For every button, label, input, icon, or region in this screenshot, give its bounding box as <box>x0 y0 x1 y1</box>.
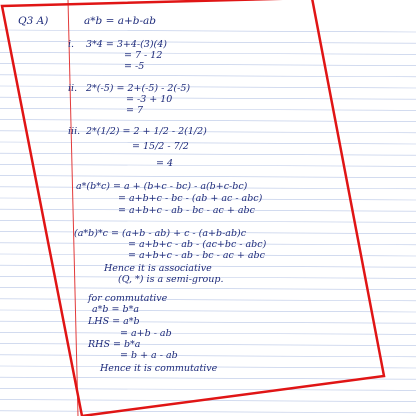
example-i-line-2: = 7 - 12 <box>124 50 163 61</box>
assoc-right-line-1: (a*b)*c = (a+b - ab) + c - (a+b-ab)c <box>74 228 247 239</box>
rule-line <box>0 411 416 413</box>
rule-line <box>0 142 416 144</box>
rule-line <box>0 332 416 334</box>
rule-line <box>0 176 416 178</box>
rule-line <box>0 344 416 346</box>
rule-line <box>0 388 416 390</box>
rule-line <box>0 299 416 301</box>
comm-conclusion: Hence it is commutative <box>100 363 218 374</box>
rule-line <box>0 30 416 32</box>
assoc-conclusion-2: (Q, *) is a semi-group. <box>118 274 224 285</box>
example-ii-line-1: 2*(-5) = 2+(-5) - 2(-5) <box>86 83 191 94</box>
example-ii-line-3: = 7 <box>126 105 144 116</box>
rule-line <box>0 97 416 99</box>
example-ii-line-2: = -3 + 10 <box>126 94 173 105</box>
assoc-left-line-1: a*(b*c) = a + (b+c - bc) - a(b+c-bc) <box>76 181 248 192</box>
question-label: Q3 A) <box>18 15 49 27</box>
operation-definition: a*b = a+b-ab <box>84 15 157 27</box>
assoc-right-line-3: = a+b+c - ab - bc - ac + abc <box>128 250 265 261</box>
rule-line <box>0 164 416 166</box>
example-iii-line-1: 2*(1/2) = 2 + 1/2 - 2(1/2) <box>86 126 207 137</box>
comm-line-3: LHS = a*b <box>88 316 140 327</box>
example-iii-line-3: = 4 <box>156 158 174 169</box>
rule-line <box>0 153 416 155</box>
assoc-left-line-2: = a+b+c - bc - (ab + ac - abc) <box>118 193 263 204</box>
rule-line <box>0 52 416 54</box>
assoc-left-line-3: = a+b+c - ab - bc - ac + abc <box>118 205 255 216</box>
assoc-conclusion-1: Hence it is associative <box>104 263 212 274</box>
comm-line-4: = a+b - ab <box>120 328 172 339</box>
example-i-marker: i. <box>68 39 75 50</box>
example-iii-marker: iii. <box>68 126 81 137</box>
comm-line-6: = b + a - ab <box>120 350 178 361</box>
rule-line <box>0 355 416 357</box>
rule-line <box>0 120 416 122</box>
rule-line <box>0 64 416 66</box>
rule-line <box>0 75 416 77</box>
example-i-line-3: = -5 <box>124 61 145 72</box>
rule-line <box>0 86 416 88</box>
rule-line <box>0 131 416 133</box>
rule-line <box>0 108 416 110</box>
assoc-right-line-2: = a+b+c - ab - (ac+bc - abc) <box>128 239 267 250</box>
comm-line-5: RHS = b*a <box>88 339 141 350</box>
example-ii-marker: ii. <box>68 83 78 94</box>
rule-line <box>0 41 416 43</box>
rule-line <box>0 288 416 290</box>
comm-line-2: a*b = b*a <box>92 304 139 315</box>
example-i-line-1: 3*4 = 3+4-(3)(4) <box>86 39 168 50</box>
example-iii-line-2: = 15/2 - 7/2 <box>132 141 189 152</box>
comm-line-1: for commutative <box>88 293 168 304</box>
